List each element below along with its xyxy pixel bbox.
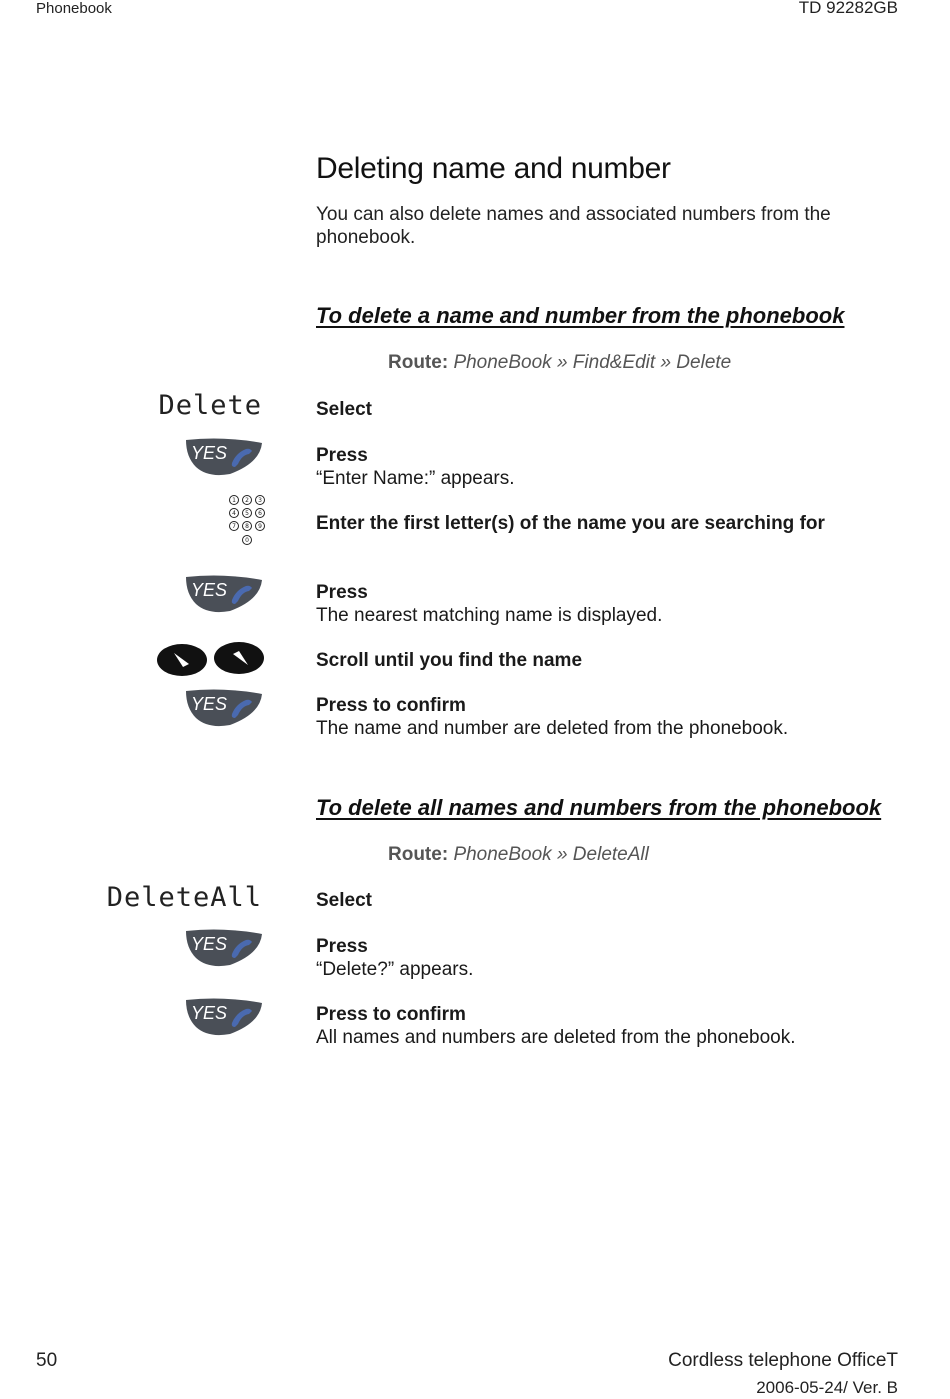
keypad-digit: 9 <box>258 523 262 531</box>
yes-key-icon <box>184 928 264 968</box>
yes-label: YES <box>191 580 228 600</box>
step-bold: Press <box>316 582 368 603</box>
keypad-digit: 3 <box>258 497 262 505</box>
keypad-digit: 0 <box>245 537 249 545</box>
step-plain: The nearest matching name is displayed. <box>316 605 663 626</box>
section2-display-text: DeleteAll <box>106 882 262 913</box>
section2-step-2 <box>316 935 473 981</box>
step-bold: Scroll until you find the name <box>316 650 583 671</box>
footer-page-number: 50 <box>36 1350 58 1371</box>
step-plain: All names and numbers are deleted from the phonebook. <box>316 1027 796 1048</box>
section2-route <box>388 844 649 866</box>
section1-heading: To delete a name and number from the phonebook <box>316 303 845 328</box>
step-bold: Press <box>316 936 368 957</box>
footer-product: Cordless telephone OfficeT <box>668 1350 898 1371</box>
yes-label: YES <box>191 934 228 954</box>
step-plain: The name and number are deleted from the phonebook. <box>316 718 789 739</box>
section1-step-1 <box>316 398 372 421</box>
section1-display-text: Delete <box>158 390 262 421</box>
header-doc-id: TD 92282GB <box>798 0 898 17</box>
yes-key-icon <box>184 997 264 1037</box>
keypad-digit: 7 <box>232 523 236 531</box>
section2-step-1 <box>316 889 372 912</box>
section1-step-6 <box>316 694 788 740</box>
yes-label: YES <box>191 694 228 714</box>
section1-step-2 <box>316 444 515 490</box>
section2-route-path: PhoneBook » DeleteAll <box>453 844 649 865</box>
page-title: Deleting name and number <box>316 152 671 185</box>
section1-step-3 <box>316 512 825 535</box>
keypad-digit: 6 <box>258 510 262 518</box>
keypad-digit: 5 <box>245 510 249 518</box>
yes-key-icon <box>184 688 264 728</box>
yes-label: YES <box>191 1003 228 1023</box>
step-plain: “Delete?” appears. <box>316 959 474 980</box>
yes-label: YES <box>191 443 228 463</box>
section2-step-3 <box>316 1003 796 1049</box>
step-bold: Press <box>316 445 368 466</box>
intro-text: You can also delete names and associated numbers from the phonebook. <box>316 204 831 248</box>
section2-route-label: Route: <box>388 844 449 865</box>
step-bold: Press to confirm <box>316 1004 466 1025</box>
step-bold: Press to confirm <box>316 695 466 716</box>
section1-step-5 <box>316 649 582 672</box>
step-bold: Select <box>316 890 372 911</box>
keypad-digit: 1 <box>232 497 236 505</box>
step-plain: “Enter Name:” appears. <box>316 468 515 489</box>
yes-key-icon <box>184 574 264 614</box>
section2-heading: To delete all names and numbers from the phonebook <box>316 795 882 820</box>
keypad-digit: 4 <box>232 510 236 518</box>
keypad-digit: 2 <box>245 497 249 505</box>
section1-route <box>388 352 731 374</box>
step-bold: Enter the first letter(s) of the name you are searching for <box>316 513 825 534</box>
keypad-digit: 8 <box>245 523 249 531</box>
section1-route-label: Route: <box>388 352 449 373</box>
footer-version: 2006-05-24/ Ver. B <box>756 1378 898 1397</box>
scroll-keys-icon <box>156 642 266 678</box>
step-bold: Select <box>316 399 372 420</box>
section1-step-4 <box>316 581 662 627</box>
keypad-icon <box>228 493 268 549</box>
header-section: Phonebook <box>36 0 112 17</box>
yes-key-icon <box>184 437 264 477</box>
section1-route-path: PhoneBook » Find&Edit » Delete <box>453 352 732 373</box>
